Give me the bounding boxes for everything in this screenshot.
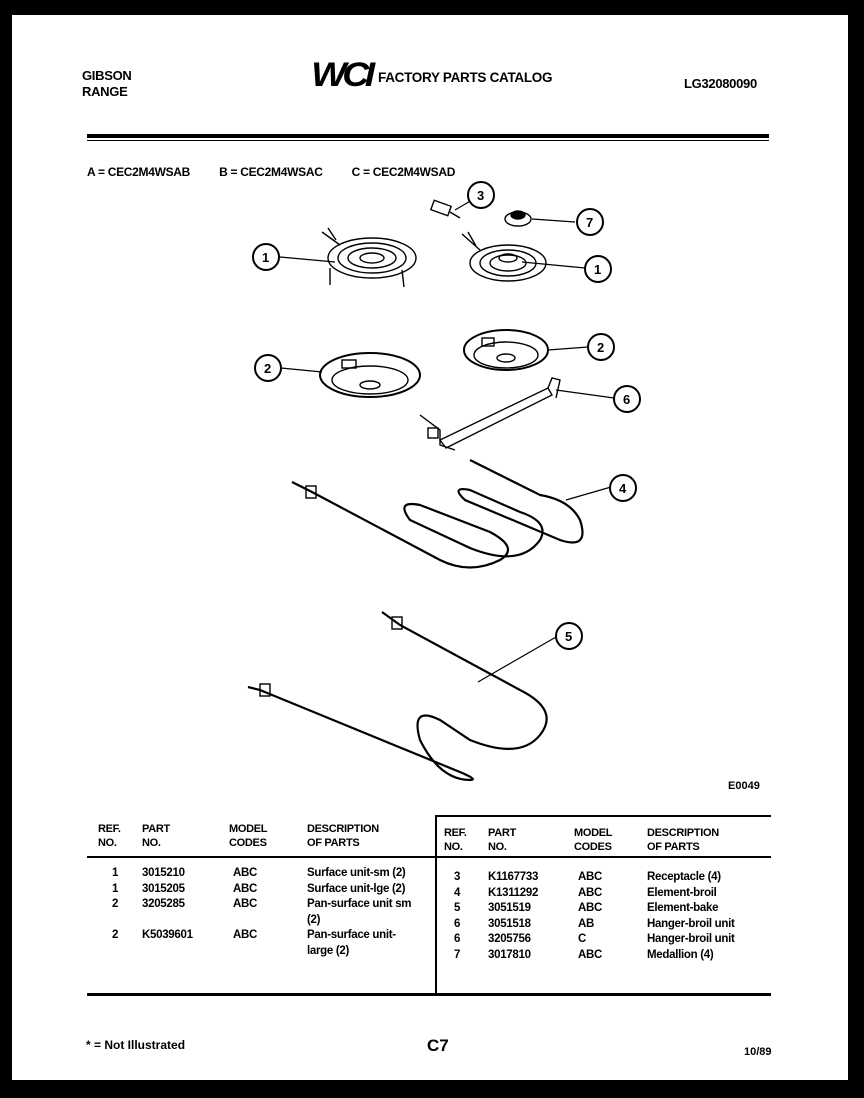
callout-3: 3	[477, 188, 485, 203]
desc: Hanger-broil unit	[647, 917, 735, 930]
table-row	[98, 897, 417, 928]
table-row	[444, 917, 735, 933]
desc: Hanger-broil unit	[647, 933, 735, 945]
parts-table-left	[98, 822, 417, 959]
part: 3051518	[488, 917, 531, 930]
table-row	[98, 928, 417, 959]
ref: 6	[454, 917, 461, 930]
header-desc-2: OF PARTS	[307, 837, 360, 849]
codes: ABC	[578, 902, 603, 914]
ref: 1	[112, 867, 119, 879]
callout-circles	[253, 182, 640, 649]
table-row	[444, 901, 735, 917]
desc: Element-broil	[647, 886, 717, 899]
desc: Medallion (4)	[647, 948, 714, 961]
ref: 5	[454, 902, 461, 914]
header-model: MODEL	[574, 827, 613, 839]
part: 3017810	[488, 948, 531, 961]
header-ref: REF.	[98, 823, 121, 835]
model-b: B = CEC2M4WSAC	[219, 165, 323, 179]
callout-4: 4	[619, 481, 627, 496]
desc: Surface unit-lge (2)	[307, 882, 406, 895]
element-broil	[292, 460, 583, 568]
header-ref: REF.	[444, 827, 467, 839]
callout-6: 6	[623, 392, 631, 407]
page-number: C7	[427, 1036, 449, 1055]
part: 3051519	[488, 902, 531, 914]
table-row	[98, 882, 417, 898]
callout-7: 7	[586, 215, 594, 230]
codes: ABC	[233, 898, 258, 910]
part: K5039601	[142, 929, 193, 941]
header-part-2: NO.	[142, 837, 161, 849]
revision-date: 10/89	[744, 1046, 772, 1058]
ref: 4	[454, 886, 461, 899]
model-c: C = CEC2M4WSAD	[351, 165, 456, 179]
model-a: A = CEC2M4WSAB	[87, 165, 191, 179]
ref: 3	[454, 871, 461, 883]
table-bottom-rule	[87, 993, 771, 996]
figure-code: E0049	[728, 780, 760, 792]
callout-1-left: 1	[262, 250, 270, 265]
wci-logo: WCI	[311, 56, 371, 94]
part: 3205756	[488, 933, 531, 945]
codes: ABC	[233, 929, 258, 941]
header-desc-2: OF PARTS	[647, 841, 700, 853]
table-divider	[435, 815, 437, 995]
header-part: PART	[142, 823, 170, 835]
desc: Pan-surface unit-large (2)	[307, 929, 396, 957]
not-illustrated-note: * = Not Illustrated	[86, 1038, 186, 1052]
ref: 2	[112, 929, 119, 941]
callout-2-right: 2	[597, 340, 605, 355]
table-row	[444, 870, 735, 886]
header-model: MODEL	[229, 823, 268, 835]
element-bake	[248, 612, 547, 780]
callout-2-left: 2	[264, 361, 272, 376]
desc: Surface unit-sm (2)	[307, 867, 406, 879]
header-ref-2: NO.	[98, 837, 117, 849]
ref: 1	[112, 882, 119, 895]
table-row	[98, 866, 417, 882]
callout-5: 5	[565, 629, 573, 644]
ref: 2	[112, 898, 119, 910]
codes: ABC	[578, 948, 603, 961]
table-row	[444, 948, 735, 964]
codes: ABC	[233, 867, 258, 879]
brand-line2: RANGE	[82, 84, 128, 99]
codes: ABC	[578, 886, 603, 899]
header-desc: DESCRIPTION	[307, 823, 379, 835]
codes: C	[578, 933, 587, 945]
ref: 7	[454, 948, 461, 961]
ref: 6	[454, 933, 461, 945]
part: K1311292	[488, 886, 539, 899]
codes: ABC	[578, 871, 603, 883]
part: 3015210	[142, 867, 185, 879]
header-desc: DESCRIPTION	[647, 827, 719, 839]
header-model-2: CODES	[229, 837, 267, 849]
catalog-title: FACTORY PARTS CATALOG	[378, 70, 553, 85]
desc: Pan-surface unit sm (2)	[307, 898, 412, 926]
surface-unit-small	[322, 228, 416, 287]
table-header	[98, 822, 417, 850]
desc: Element-bake	[647, 902, 719, 914]
desc: Receptacle (4)	[647, 871, 721, 883]
header-part-2: NO.	[488, 841, 507, 853]
table-row	[444, 932, 735, 948]
pan-surface-unit-large	[464, 330, 548, 370]
table-header	[444, 826, 735, 854]
codes: ABC	[233, 882, 258, 895]
part: 3205285	[142, 898, 185, 910]
parts-table-right	[444, 826, 735, 963]
header-model-2: CODES	[574, 841, 612, 853]
surface-unit-large	[462, 232, 546, 281]
pan-surface-unit-small	[320, 353, 420, 397]
table-top-rule	[435, 815, 771, 817]
table-row	[444, 886, 735, 902]
callout-1-right: 1	[594, 262, 602, 277]
codes: AB	[578, 917, 595, 930]
medallion	[505, 211, 531, 226]
brand-line1: GIBSON	[82, 68, 132, 83]
hanger-broil-unit	[420, 378, 560, 450]
header-ref-2: NO.	[444, 841, 463, 853]
part: K1167733	[488, 871, 539, 883]
catalog-number: LG32080090	[684, 76, 757, 91]
part: 3015205	[142, 882, 185, 895]
header-part: PART	[488, 827, 516, 839]
